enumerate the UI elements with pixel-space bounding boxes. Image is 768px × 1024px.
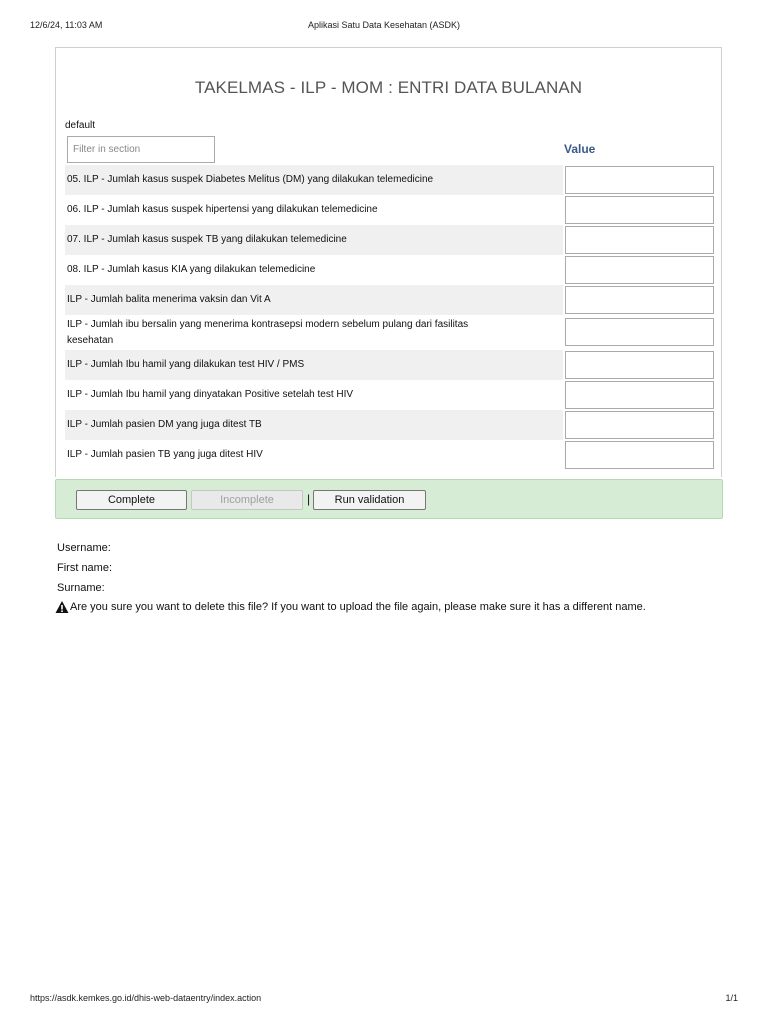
value-input[interactable] xyxy=(565,286,714,314)
data-element-label: 05. ILP - Jumlah kasus suspek Diabetes Melitus (DM) yang dilakukan telemedicine xyxy=(67,174,434,185)
data-element-table xyxy=(65,165,715,470)
table-row xyxy=(65,410,715,440)
form-title: TAKELMAS - ILP - MOM : ENTRI DATA BULANAN xyxy=(194,78,583,97)
print-header xyxy=(30,20,738,34)
data-element-label: ILP - Jumlah ibu bersalin yang menerima kontrasepsi modern sebelum pulang dari fasilitas kesehatan xyxy=(67,318,469,346)
user-info xyxy=(57,541,112,601)
warning-text: Are you sure you want to delete this file? If you want to upload the file again, please make sure it has a different name. xyxy=(70,601,646,613)
data-element-label: 06. ILP - Jumlah kasus suspek hipertensi yang dilakukan telemedicine xyxy=(67,204,378,215)
data-entry-form xyxy=(55,47,722,477)
table-row xyxy=(65,315,715,350)
print-footer xyxy=(30,993,738,1007)
filter-in-section-input[interactable] xyxy=(67,136,215,163)
table-row xyxy=(65,165,715,195)
warning-triangle-icon xyxy=(55,600,69,614)
incomplete-button[interactable]: Incomplete xyxy=(191,490,303,510)
delete-file-warning xyxy=(55,600,646,614)
value-input[interactable] xyxy=(565,256,714,284)
page-url: https://asdk.kemkes.go.id/dhis-web-dataentry/index.action xyxy=(30,993,262,1003)
value-input[interactable] xyxy=(565,196,714,224)
page-number: 1/1 xyxy=(725,993,738,1003)
data-element-label: ILP - Jumlah balita menerima vaksin dan Vit A xyxy=(67,294,271,305)
data-element-label: ILP - Jumlah pasien TB yang juga ditest HIV xyxy=(67,449,263,460)
table-row xyxy=(65,195,715,225)
run-validation-button[interactable]: Run validation xyxy=(313,490,426,510)
value-column-header: Value xyxy=(564,142,596,156)
data-element-label: ILP - Jumlah pasien DM yang juga ditest TB xyxy=(67,419,262,430)
table-row xyxy=(65,255,715,285)
button-separator: | xyxy=(307,492,311,506)
value-input[interactable] xyxy=(565,318,714,346)
data-element-label: 07. ILP - Jumlah kasus suspek TB yang dilakukan telemedicine xyxy=(67,234,347,245)
section-name: default xyxy=(65,120,96,131)
value-input[interactable] xyxy=(565,381,714,409)
print-page-title: Aplikasi Satu Data Kesehatan (ASDK) xyxy=(307,20,461,30)
surname-label: Surname: xyxy=(57,582,105,594)
data-element-label: 08. ILP - Jumlah kasus KIA yang dilakukan telemedicine xyxy=(67,264,316,275)
complete-button[interactable]: Complete xyxy=(76,490,187,510)
value-input[interactable] xyxy=(565,441,714,469)
table-row xyxy=(65,350,715,380)
value-input[interactable] xyxy=(565,226,714,254)
table-row xyxy=(65,380,715,410)
value-input[interactable] xyxy=(565,351,714,379)
table-row xyxy=(65,225,715,255)
data-element-label: ILP - Jumlah Ibu hamil yang dilakukan test HIV / PMS xyxy=(67,359,305,370)
username-label: Username: xyxy=(57,542,111,554)
table-row xyxy=(65,285,715,315)
value-input[interactable] xyxy=(565,166,714,194)
table-row xyxy=(65,440,715,470)
first-name-label: First name: xyxy=(57,562,113,574)
data-element-label: ILP - Jumlah Ibu hamil yang dinyatakan Positive setelah test HIV xyxy=(67,389,354,400)
print-timestamp: 12/6/24, 11:03 AM xyxy=(30,20,103,30)
value-input[interactable] xyxy=(565,411,714,439)
completeness-action-bar xyxy=(55,479,723,519)
